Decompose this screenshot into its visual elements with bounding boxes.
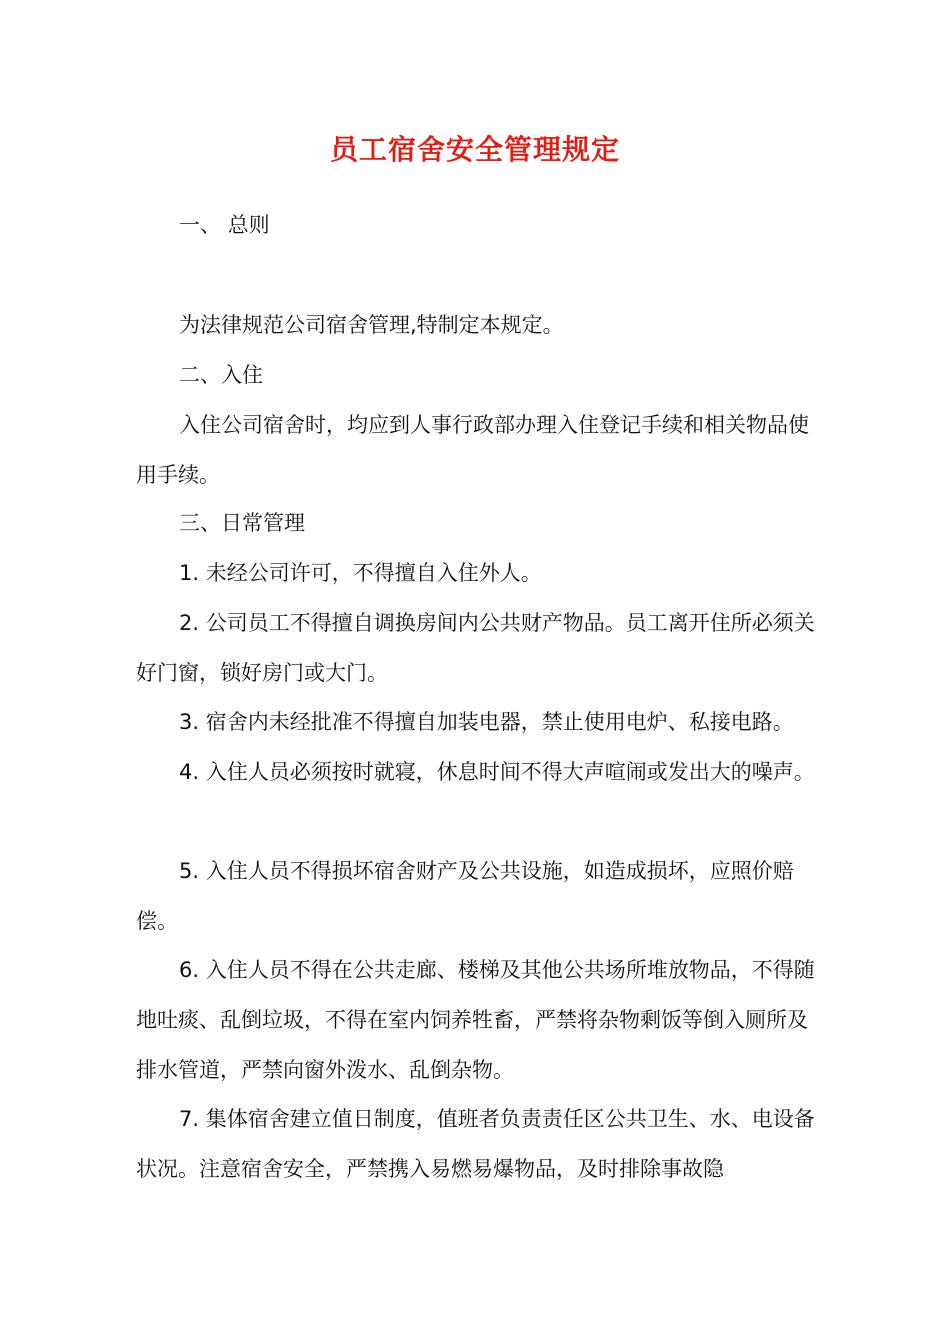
rule-item-3: 3. 宿舍内未经批准不得擅自加装电器，禁止使用电炉、私接电路。 <box>179 710 794 734</box>
section-heading-checkin: 二、入住 <box>179 363 263 387</box>
document-title: 员工宿舍安全管理规定 <box>329 133 620 166</box>
rule-item-5: 5. 入住人员不得损坏宿舍财产及公共设施，如造成损坏，应照价赔偿。 <box>136 859 794 933</box>
rule-item-1: 1. 未经公司许可，不得擅自入住外人。 <box>179 561 542 585</box>
rule-item-2: 2. 公司员工不得擅自调换房间内公共财产物品。员工离开住所必须关好门窗，锁好房门或大门。 <box>136 611 815 685</box>
section-heading-general: 一、 总则 <box>179 213 270 237</box>
section-checkin-text: 入住公司宿舍时，均应到人事行政部办理入住登记手续和相关物品使用手续。 <box>136 413 809 487</box>
rule-item-6: 6. 入住人员不得在公共走廊、楼梯及其他公共场所堆放物品，不得随地吐痰、乱倒垃圾，不得在室内饲养牲畜，严禁将杂物剩饭等倒入厕所及排水管道，严禁向窗外泼水、乱倒杂物。 <box>136 958 815 1082</box>
section-general-text: 为法律规范公司宿舍管理,特制定本规定。 <box>179 313 564 337</box>
rule-item-7: 7. 集体宿舍建立值日制度，值班者负责责任区公共卫生、水、电设备状况。注意宿舍安全，严禁携入易燃易爆物品，及时排除事故隐 <box>136 1107 815 1181</box>
rule-item-4: 4. 入住人员必须按时就寝，休息时间不得大声喧闹或发出大的噪声。 <box>179 760 815 784</box>
section-heading-daily-management: 三、日常管理 <box>179 511 305 535</box>
